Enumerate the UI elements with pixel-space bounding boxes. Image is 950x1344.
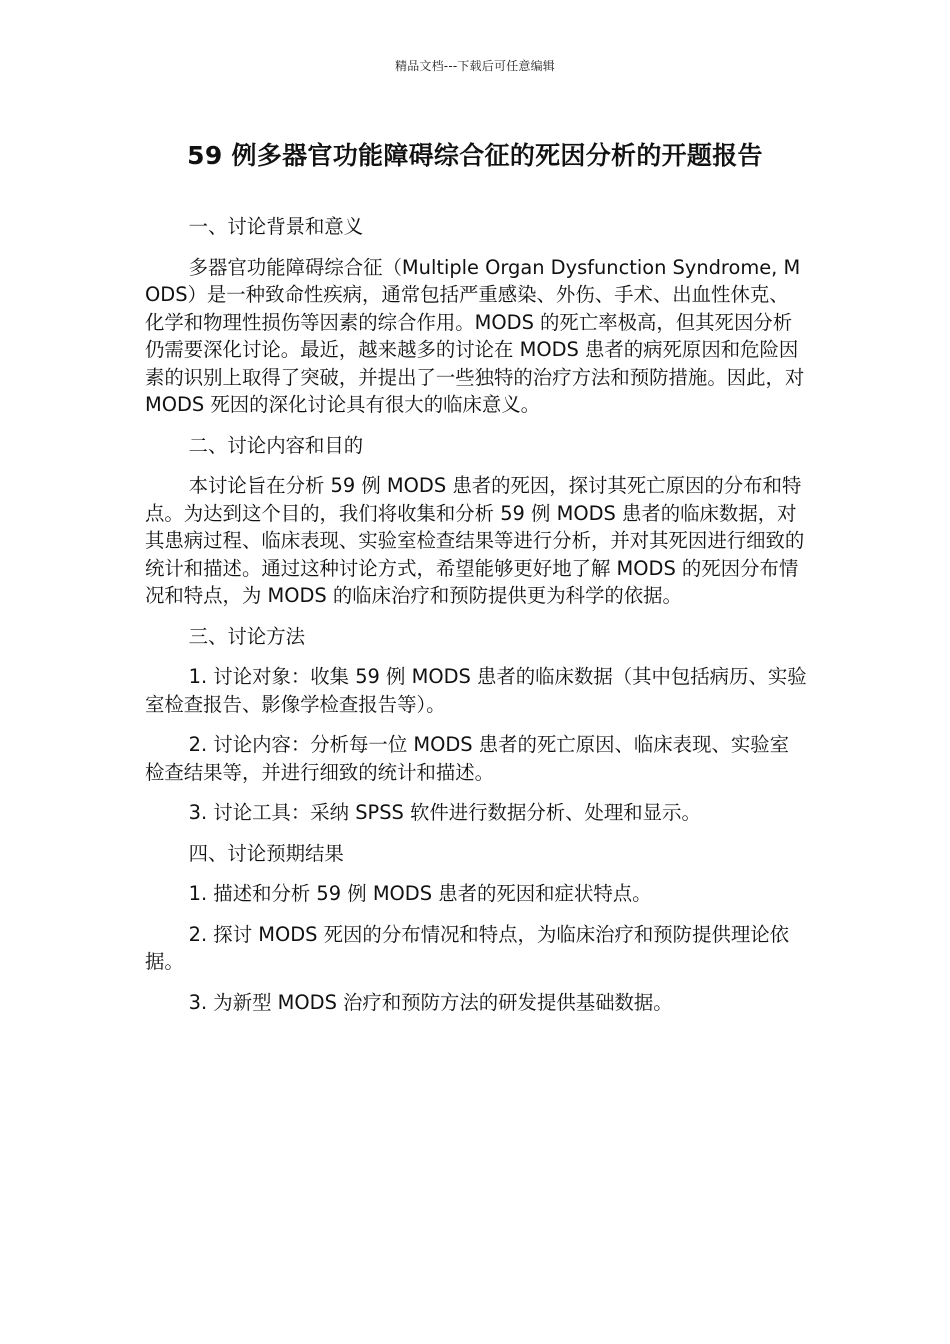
paragraph-content: 本讨论旨在分析 59 例 MODS 患者的死因，探讨其死亡原因的分布和特点。为达到这个目的，我们将收集和分析 59 例 MODS 患者的临床数据，对其患病过程、临床表现、实验室检查结果等进行分析，并对其死因进行细致的统计和描述。通过这种讨论方式，希望能够更好地了解 MODS 的死因分布情况和特点，为 MODS 的临床治疗和预防提供更为科学的依据。 [145, 474, 805, 607]
result-item-2: 2. 探讨 MODS 死因的分布情况和特点，为临床治疗和预防提供理论依据。 [145, 922, 790, 973]
header-note: 精品文档---下载后可任意编辑 [395, 59, 555, 73]
section-heading-background: 一、讨论背景和意义 [188, 215, 364, 238]
result-item-1: 1. 描述和分析 59 例 MODS 患者的死因和症状特点。 [188, 882, 652, 905]
result-item-3: 3. 为新型 MODS 治疗和预防方法的研发提供基础数据。 [188, 990, 673, 1014]
method-item-2: 2. 讨论内容：分析每一位 MODS 患者的死亡原因、临床表现、实验室检查结果等，并进行细致的统计和描述。 [145, 733, 790, 784]
document-body [145, 213, 807, 1029]
section-heading-method: 三、讨论方法 [188, 624, 305, 648]
paragraph-background: 多器官功能障碍综合征（Multiple Organ Dysfunction Syndrome, MODS）是一种致命性疾病，通常包括严重感染、外伤、手术、出血性休克、化学和物理性损伤等因素的综合作用。MODS 的死亡率极高，但其死因分析仍需要深化讨论。最近，越来越多的讨论在 MODS 患者的病死原因和危险因素的识别上取得了突破，并提出了一些独特的治疗方法和预防措施。因此，对 MODS 死因的深化讨论具有很大的临床意义。 [145, 255, 805, 416]
document-title: 59 例多器官功能障碍综合征的死因分析的开题报告 [187, 141, 763, 170]
section-heading-expected-results: 四、讨论预期结果 [188, 841, 344, 865]
method-item-1: 1. 讨论对象：收集 59 例 MODS 患者的临床数据（其中包括病历、实验室检查报告、影像学检查报告等）。 [145, 665, 807, 716]
section-heading-content: 二、讨论内容和目的 [188, 433, 364, 457]
method-item-3: 3. 讨论工具：采纳 SPSS 软件进行数据分析、处理和显示。 [188, 801, 701, 824]
